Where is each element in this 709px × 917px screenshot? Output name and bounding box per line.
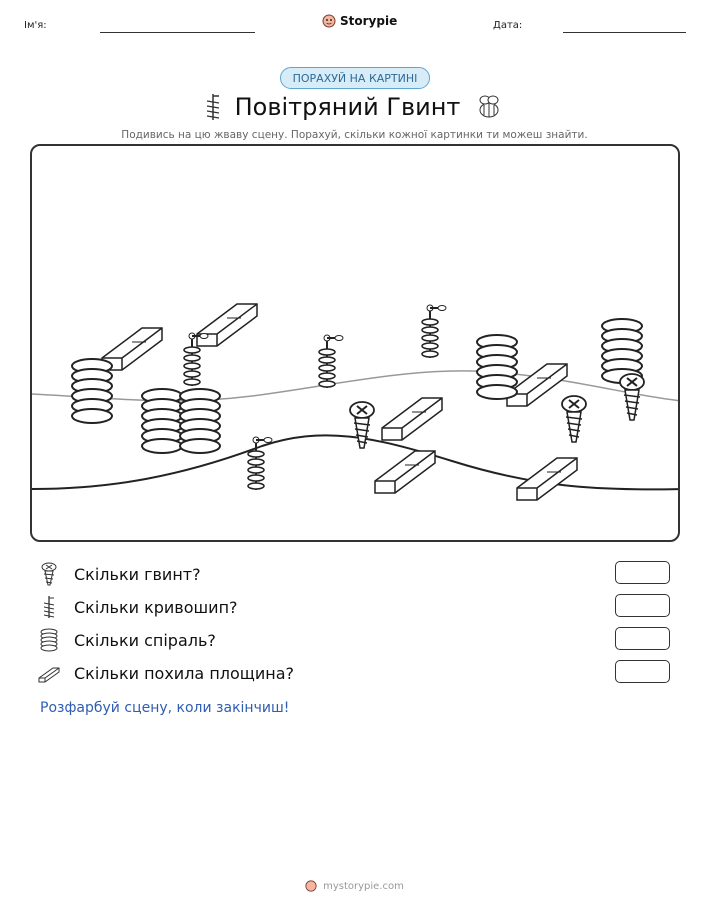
name-line[interactable] [100,32,255,33]
storypie-logo-icon [322,14,336,28]
date-label: Дата: [493,20,523,31]
brand-name: Storypie [340,14,398,28]
brand-logo [322,14,397,28]
crankshaft [422,305,446,358]
spring [477,335,517,399]
spring-icon [38,628,60,652]
spring [602,319,642,383]
coloring-instruction: Розфарбуй сцену, коли закінчиш! [40,700,290,716]
answer-box[interactable] [615,594,670,617]
inclined-plane [375,451,435,493]
name-label: Ім'я: [24,20,47,31]
question-row [38,627,670,653]
page-title: Повітряний Гвинт [234,93,461,121]
activity-badge: ПОРАХУЙ НА КАРТИНІ [280,67,430,89]
answer-box[interactable] [615,627,670,650]
screw [562,396,586,442]
question-row [38,660,670,686]
answer-box[interactable] [615,660,670,683]
crankshaft [319,335,343,388]
storypie-logo-icon [305,880,317,892]
spring [72,359,112,423]
inclined-plane-icon [38,661,60,685]
footer [0,880,709,892]
inclined-plane [197,304,257,346]
screw [620,374,644,420]
question-text: Скільки похила площина? [74,663,295,683]
subtitle: Подивись на цю жваву сцену. Порахуй, скільки кожної картинки ти можеш знайти. [121,129,588,141]
date-line[interactable] [563,32,686,33]
counting-scene [30,144,680,542]
question-text: Скільки гвинт? [74,564,201,584]
spring [180,389,220,453]
question-text: Скільки кривошип? [74,597,238,617]
footer-url[interactable]: mystorypie.com [323,880,404,892]
screw [350,402,374,448]
question-row [38,561,670,587]
title-row [0,92,709,122]
inclined-plane [382,398,442,440]
answer-box[interactable] [615,561,670,584]
bee-icon [474,92,504,122]
question-text: Скільки спіраль? [74,630,216,650]
spring [142,389,182,453]
crank-icon [38,595,60,619]
screw-icon [38,562,60,586]
crank-icon [205,92,221,122]
question-row [38,594,670,620]
